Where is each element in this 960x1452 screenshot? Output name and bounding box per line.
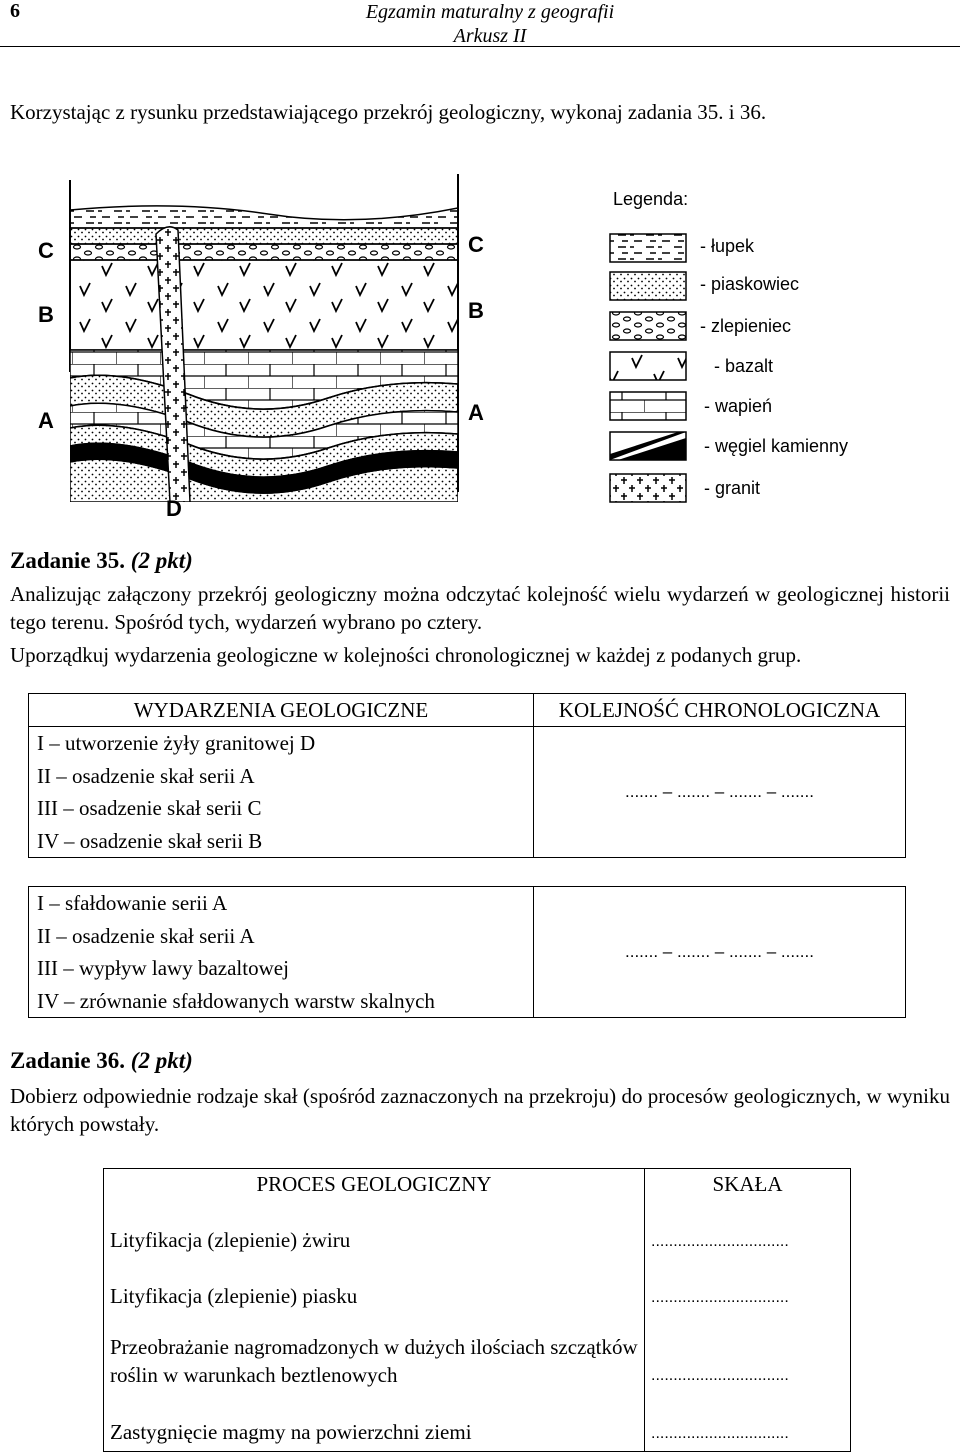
process-cell: Zastygnięcie magmy na powierzchni ziemi <box>104 1389 645 1452</box>
event-item: IV – zrównanie sfałdowanych warstw skalnych <box>37 988 435 1013</box>
legend <box>610 234 848 502</box>
legend-label-conglomerate: - zlepieniec <box>700 316 792 336</box>
intro-text: Korzystając z rysunku przedstawiającego przekrój geologiczny, wykonaj zadania 35. i 36. <box>10 100 767 124</box>
col-header-events: WYDARZENIA GEOLOGICZNE <box>29 694 534 727</box>
task36-points: (2 pkt) <box>130 1048 193 1073</box>
legend-label-coal: - węgiel kamienny <box>704 436 849 456</box>
header-title-line1: Egzamin maturalny z geografii <box>365 1 615 23</box>
geological-cross-section <box>28 172 953 522</box>
event-group-2 <box>29 887 534 1018</box>
task35-heading <box>10 548 193 574</box>
table-gap <box>29 858 906 887</box>
event-item: I – sfałdowanie serii A <box>37 891 228 915</box>
event-item: II – osadzenie skał serii A <box>37 763 255 788</box>
event-item: I – utworzenie żyły granitowej D <box>37 731 316 755</box>
rock-answer-field[interactable]: ............................... <box>651 1367 789 1384</box>
label-c-left: C <box>38 238 54 263</box>
legend-swatch-basalt <box>610 352 686 380</box>
header-rule <box>0 46 960 47</box>
task35-title: Zadanie 35. <box>10 548 126 573</box>
task35-table <box>28 693 906 1018</box>
process-cell: Lityfikacja (zlepienie) żwiru <box>104 1199 645 1255</box>
legend-title: Legenda: <box>613 189 689 209</box>
task35-instruction: Uporządkuj wydarzenia geologiczne w kolejności chronologicznej w każdej z podanych grup. <box>10 643 802 667</box>
label-d: D <box>166 496 182 521</box>
rock-answer-field[interactable]: ............................... <box>651 1425 789 1442</box>
legend-label-limestone: - wapień <box>704 396 773 416</box>
process-cell: Przeobrażanie nagromadzonych w dużych ilościach szczątków roślin w warunkach beztlenowych <box>104 1311 645 1389</box>
header-title-line2: Arkusz II <box>453 25 527 47</box>
event-item: III – osadzenie skał serii C <box>37 796 262 820</box>
answer-field-group-2[interactable]: ....... – ....... – ....... – ....... <box>534 887 906 1018</box>
rock-answer-field[interactable]: ............................... <box>651 1233 789 1250</box>
col-header-order: KOLEJNOŚĆ CHRONOLOGICZNA <box>534 694 906 727</box>
running-header <box>340 0 640 48</box>
task36-table <box>103 1168 851 1452</box>
event-group-1 <box>29 727 534 858</box>
event-item: III – wypływ lawy bazaltowej <box>37 956 289 980</box>
task35-points: (2 pkt) <box>130 548 193 573</box>
label-b-right: B <box>468 298 484 323</box>
process-cell: Lityfikacja (zlepienie) piasku <box>104 1255 645 1311</box>
legend-swatch-sandstone <box>610 272 686 300</box>
legend-label-basalt: - bazalt <box>714 356 774 376</box>
legend-label-granite: - granit <box>704 478 761 498</box>
event-item: II – osadzenie skał serii A <box>37 923 255 948</box>
rock-answer-field[interactable]: ............................... <box>651 1289 789 1306</box>
legend-swatch-granite <box>610 474 686 502</box>
col-header-rock: SKAŁA <box>712 1171 783 1196</box>
answer-field-group-1[interactable]: ....... – ....... – ....... – ....... <box>534 727 906 858</box>
event-item: IV – osadzenie skał serii B <box>37 828 263 853</box>
label-b-left: B <box>38 302 54 327</box>
task36-text: Dobierz odpowiednie rodzaje skał (spośród zaznaczonych na przekroju) do procesów geologicznych, w wyniku których powstały. <box>10 1084 950 1136</box>
task36-title: Zadanie 36. <box>10 1048 126 1073</box>
col-header-process: PROCES GEOLOGICZNY <box>104 1169 645 1200</box>
task35-text: Analizując załączony przekrój geologiczny można odczytać kolejność wielu wydarzeń w geologicznej historii tego terenu. Spośród tych, wydarzeń wybrano po cztery. <box>10 582 950 634</box>
task36-heading <box>10 1048 193 1074</box>
legend-swatch-limestone <box>610 392 686 420</box>
legend-swatch-conglomerate <box>610 312 686 340</box>
label-a-right: A <box>468 400 484 425</box>
label-c-right: C <box>468 232 484 257</box>
label-a-left: A <box>38 408 54 433</box>
legend-label-sandstone: - piaskowiec <box>700 274 800 294</box>
page-number: 6 <box>10 0 20 22</box>
legend-swatch-shale <box>610 234 686 262</box>
legend-label-shale: - łupek <box>700 236 755 256</box>
